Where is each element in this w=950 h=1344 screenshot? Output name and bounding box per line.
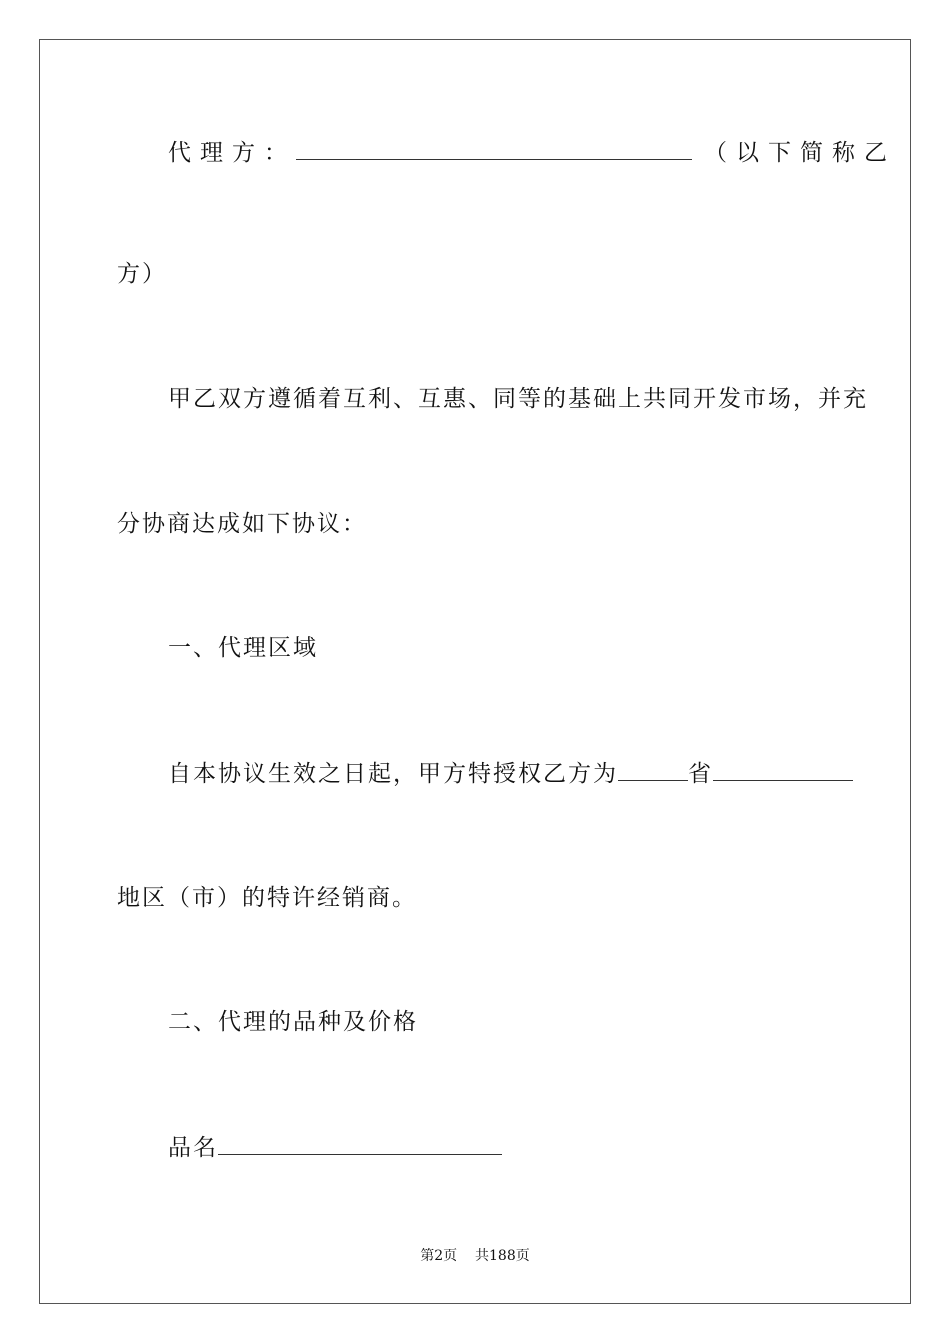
authorization-text: 自本协议生效之日起，甲方特授权乙方为 (168, 761, 618, 787)
total-pages: 共188页 (475, 1248, 530, 1264)
paragraph-2-line-2: 地区（市）的特许经销商。 (117, 885, 417, 911)
product-name-blank[interactable] (218, 1132, 502, 1155)
agent-blank[interactable] (296, 137, 692, 160)
paragraph-1-line-2: 分协商达成如下协议： (117, 511, 367, 537)
section-2-heading: 二、代理的品种及价格 (168, 1009, 418, 1035)
section-1-heading: 一、代理区域 (168, 635, 318, 661)
paragraph-1-line-1: 甲乙双方遵循着互利、互惠、同等的基础上共同开发市场，并充 (168, 386, 868, 412)
province-label: 省 (688, 761, 713, 787)
agent-suffix: （以下简称乙 (704, 140, 896, 166)
agent-line (168, 137, 896, 168)
page-footer (0, 1246, 950, 1266)
page-number: 第2页 (420, 1248, 458, 1264)
agent-label: 代理方： (168, 140, 296, 166)
product-name-line (168, 1132, 502, 1163)
product-name-label: 品名 (168, 1135, 218, 1161)
agent-suffix-end: 方） (117, 261, 167, 287)
paragraph-2-line-1 (168, 758, 853, 789)
province-blank[interactable] (618, 758, 688, 781)
region-blank[interactable] (713, 758, 853, 781)
page-border (39, 39, 911, 1304)
